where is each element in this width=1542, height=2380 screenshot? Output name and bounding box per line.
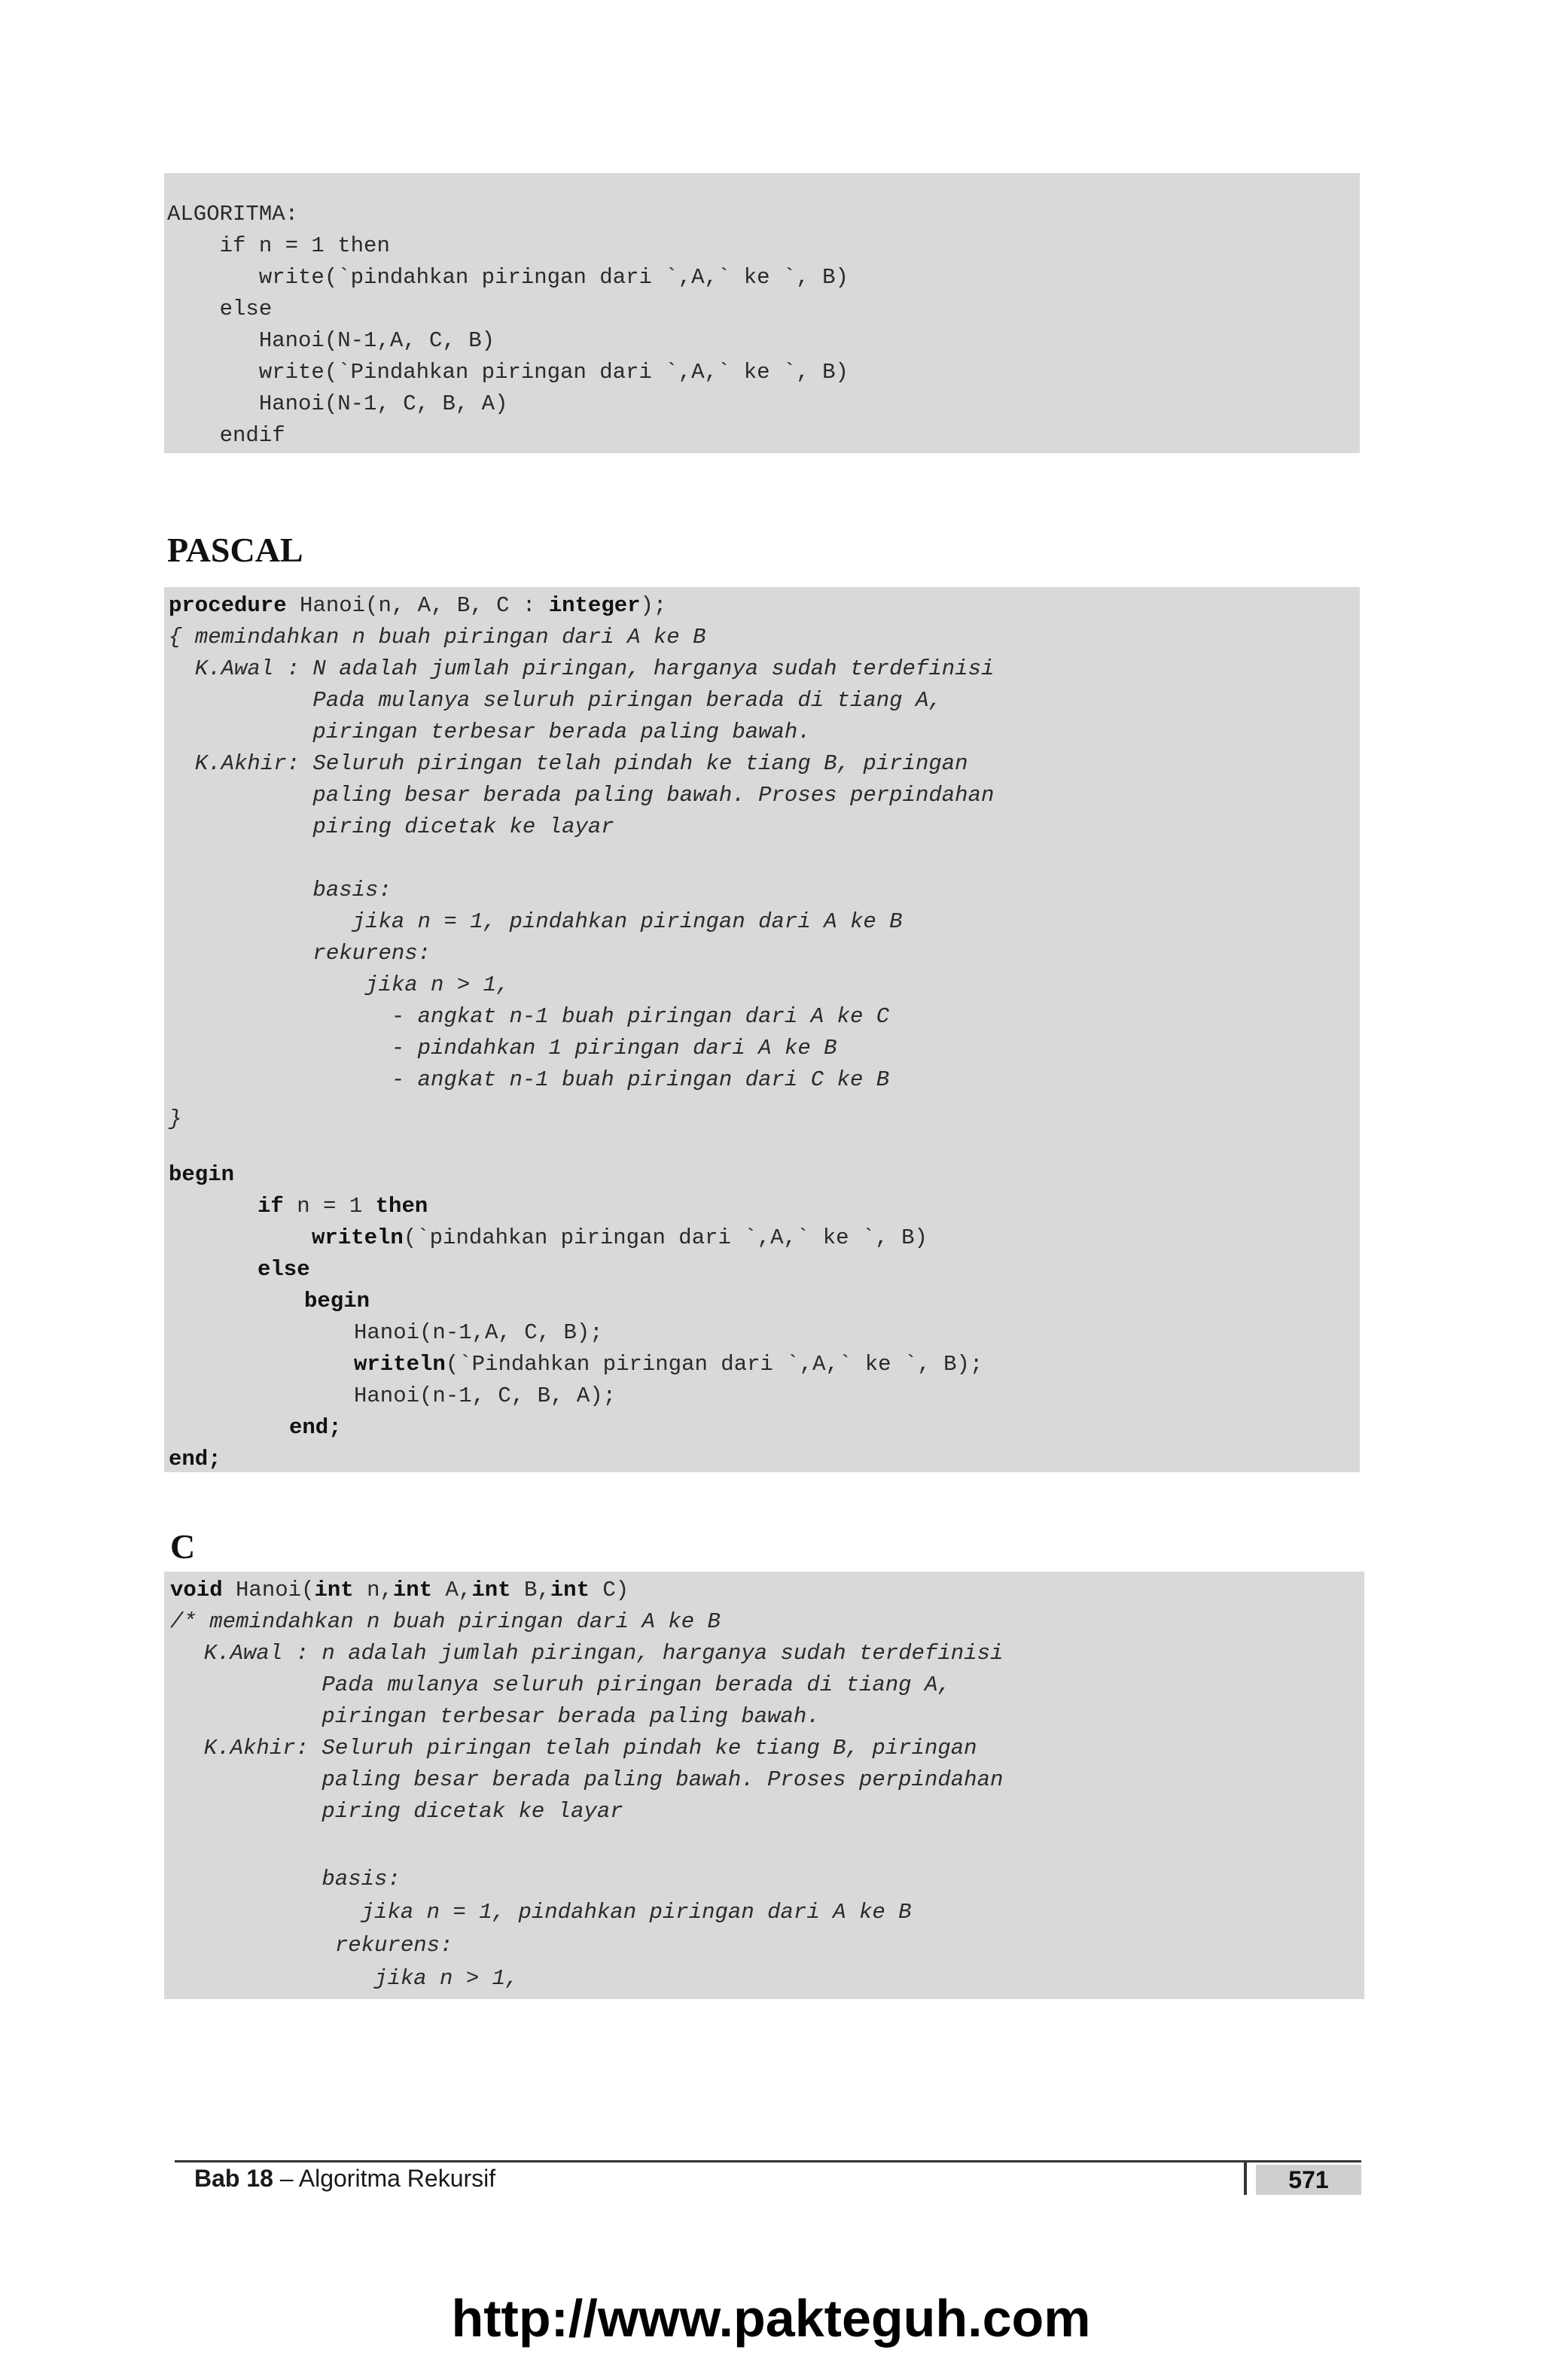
pascal-hanoi-call-1: Hanoi(n-1,A, C, B);	[354, 1320, 603, 1345]
c-comment-line-8: basis:	[178, 1867, 401, 1892]
pascal-comment-line-10: rekurens:	[169, 941, 431, 966]
pascal-comment-line-11: jika n > 1,	[169, 972, 510, 997]
pascal-procedure-line: procedure Hanoi(n, A, B, C : integer);	[169, 593, 667, 618]
algo-line-3: else	[167, 297, 273, 321]
footer-divider	[1244, 2162, 1247, 2195]
pascal-comment-line-4: K.Akhir: Seluruh piringan telah pindah ke tiang B, piringan	[169, 751, 968, 776]
pascal-else-line: else	[258, 1257, 310, 1282]
integer-keyword: integer	[548, 593, 641, 618]
pascal-if-line: if n = 1 then	[258, 1194, 428, 1219]
c-comment-line-0: /* memindahkan n buah piringan dari A ke B	[170, 1609, 721, 1634]
algo-line-1: if n = 1 then	[167, 233, 390, 258]
footer-title: – Algoritma Rekursif	[273, 2165, 496, 2192]
pascal-comment-line-2: Pada mulanya seluruh piringan berada di tiang A,	[169, 688, 942, 713]
pascal-comment-line-13: - pindahkan 1 piringan dari A ke B	[169, 1036, 837, 1061]
c-comment-line-4: K.Akhir: Seluruh piringan telah pindah ke tiang B, piringan	[178, 1736, 977, 1761]
procedure-keyword: procedure	[169, 593, 287, 618]
pascal-writeln-line-1: writeln(`pindahkan piringan dari `,A,` ke `, B)	[312, 1225, 928, 1250]
pascal-inner-end: end;	[289, 1415, 342, 1440]
website-url: http://www.pakteguh.com	[451, 2289, 1091, 2348]
pascal-comment-line-14: - angkat n-1 buah piringan dari C ke B	[169, 1067, 890, 1092]
c-comment-line-1: K.Awal : n adalah jumlah piringan, harganya sudah terdefinisi	[178, 1641, 1004, 1666]
algo-line-0: ALGORITMA:	[167, 202, 299, 227]
pascal-comment-line-1: K.Awal : N adalah jumlah piringan, harganya sudah terdefinisi	[169, 656, 995, 681]
pascal-comment-line-15: }	[169, 1106, 182, 1131]
c-comment-line-10: rekurens:	[178, 1933, 453, 1958]
pascal-end: end;	[169, 1447, 221, 1472]
pascal-comment-line-0: { memindahkan n buah piringan dari A ke B	[169, 625, 706, 650]
pascal-comment-line-9: jika n = 1, pindahkan piringan dari A ke B	[169, 909, 903, 934]
pascal-comment-line-12: - angkat n-1 buah piringan dari A ke C	[169, 1004, 890, 1029]
pascal-writeln-line-2: writeln(`Pindahkan piringan dari `,A,` ke `, B);	[354, 1352, 983, 1377]
footer-chapter-title	[194, 2165, 495, 2193]
pascal-comment-line-3: piringan terbesar berada paling bawah.	[169, 720, 811, 744]
algo-line-6: Hanoi(N-1, C, B, A)	[167, 391, 508, 416]
pascal-inner-begin: begin	[304, 1289, 370, 1313]
c-comment-line-5: paling besar berada paling bawah. Proses perpindahan	[178, 1767, 1004, 1792]
pascal-heading: PASCAL	[167, 531, 303, 569]
algo-line-2: write(`pindahkan piringan dari `,A,` ke `, B)	[167, 265, 849, 290]
page-number: 571	[1256, 2165, 1361, 2195]
c-comment-line-2: Pada mulanya seluruh piringan berada di tiang A,	[178, 1672, 951, 1697]
algo-line-4: Hanoi(N-1,A, C, B)	[167, 328, 495, 353]
pascal-comment-line-8: basis:	[169, 878, 392, 902]
footer-chapter: Bab 18	[194, 2165, 273, 2192]
footer-rule	[175, 2160, 1361, 2162]
pascal-comment-line-6: piring dicetak ke layar	[169, 814, 614, 839]
c-heading: C	[170, 1527, 196, 1566]
c-comment-line-9: jika n = 1, pindahkan piringan dari A ke B	[178, 1900, 912, 1925]
pascal-comment-line-5: paling besar berada paling bawah. Proses perpindahan	[169, 783, 995, 808]
c-comment-line-11: jika n > 1,	[178, 1966, 519, 1991]
algo-line-5: write(`Pindahkan piringan dari `,A,` ke `, B)	[167, 360, 849, 385]
pascal-begin: begin	[169, 1162, 235, 1187]
pascal-hanoi-call-2: Hanoi(n-1, C, B, A);	[354, 1383, 617, 1408]
c-function-signature: void Hanoi(int n,int A,int B,int C)	[170, 1578, 629, 1602]
algo-line-7: endif	[167, 423, 285, 448]
c-comment-line-6: piring dicetak ke layar	[178, 1799, 623, 1824]
c-comment-line-3: piringan terbesar berada paling bawah.	[178, 1704, 820, 1729]
